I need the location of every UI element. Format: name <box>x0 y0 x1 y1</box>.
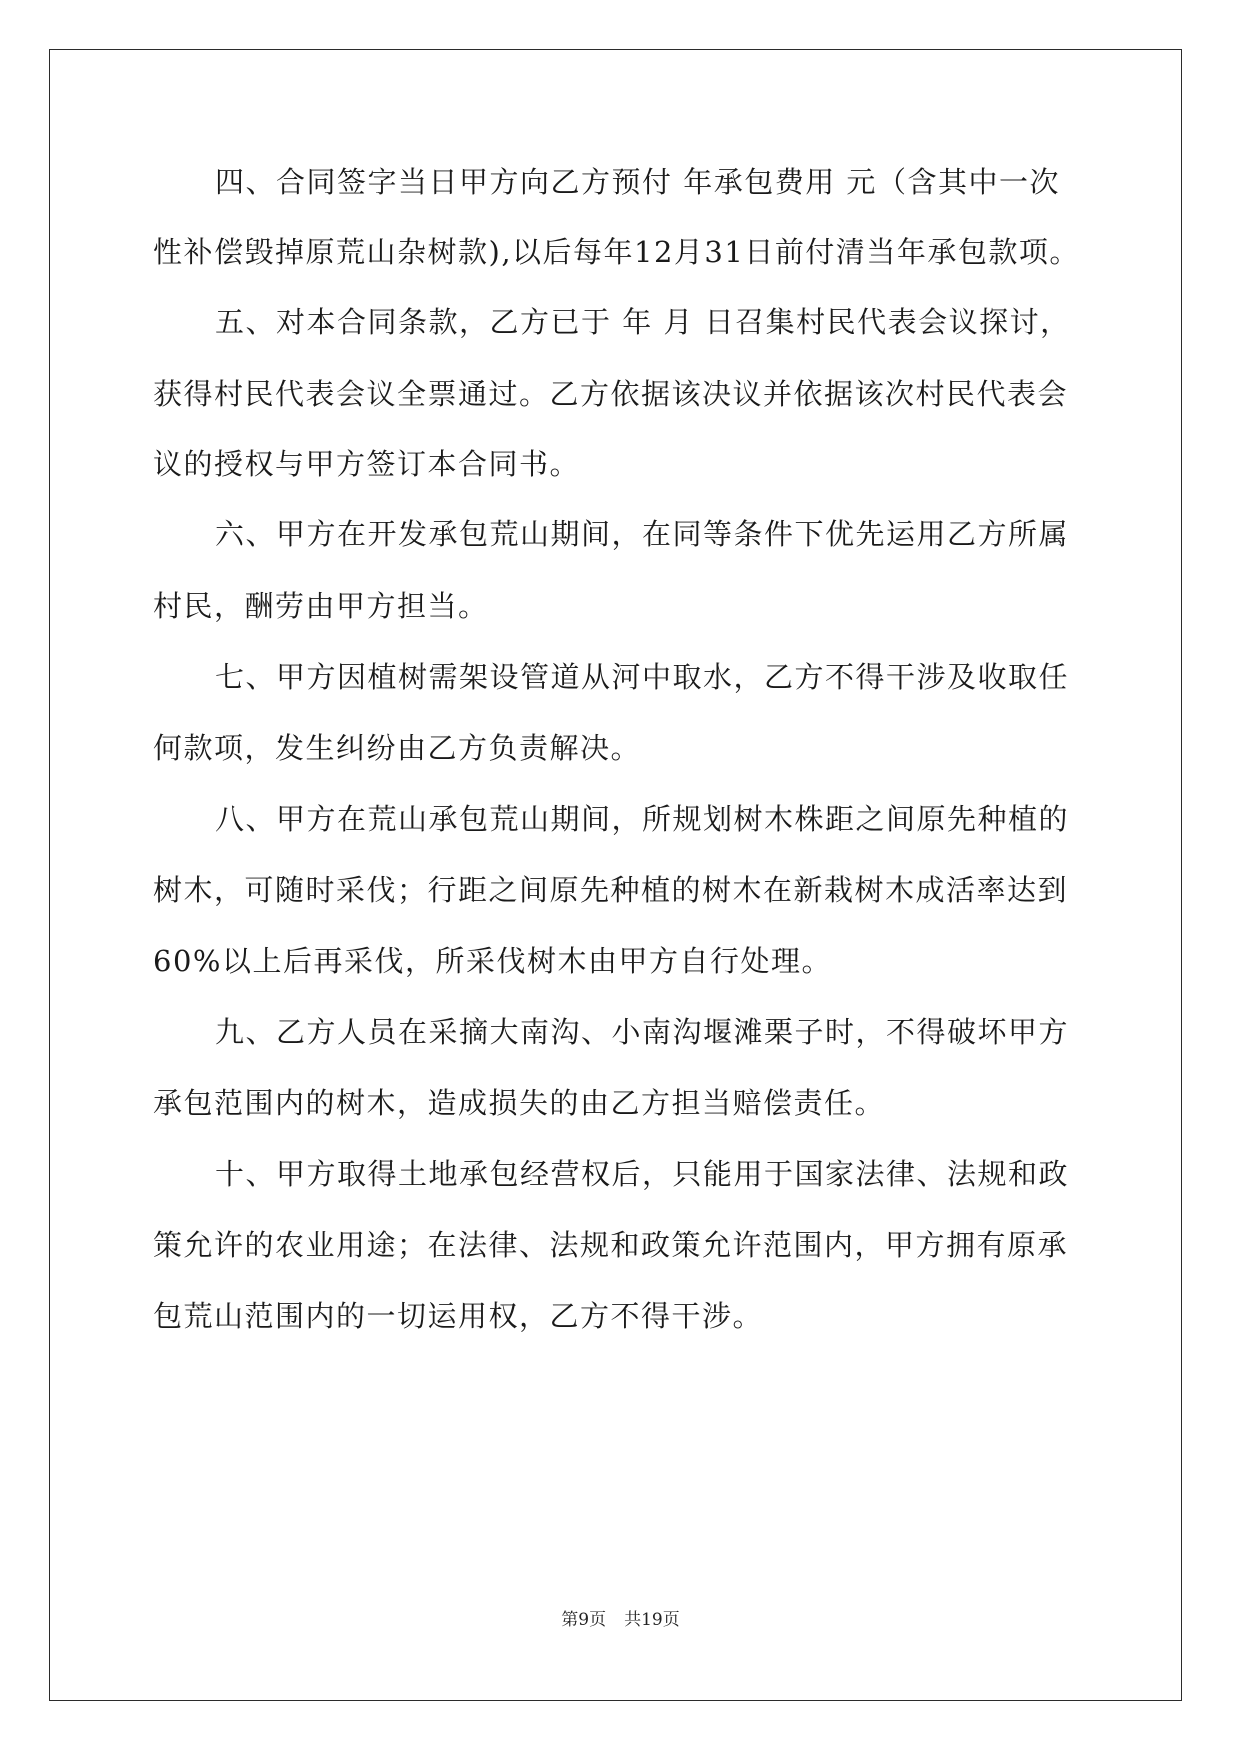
clause-9-line-1: 九、乙方人员在采摘大南沟、小南沟堰滩栗子时，不得破坏甲方 <box>215 1015 1070 1049</box>
clause-7-line-2: 何款项，发生纠纷由乙方负责解决。 <box>153 731 642 765</box>
clause-8-line-2: 树木，可随时采伐；行距之间原先种植的树木在新栽树木成活率达到 <box>153 873 1069 907</box>
clause-8-line-3: 60%以上后再采伐，所采伐树木由甲方自行处理。 <box>153 944 832 978</box>
clause-10-line-1: 十、甲方取得土地承包经营权后，只能用于国家法律、法规和政 <box>215 1157 1070 1191</box>
clause-5-line-2: 获得村民代表会议全票通过。乙方依据该决议并依据该次村民代表会 <box>153 377 1069 411</box>
clause-8-line-1: 八、甲方在荒山承包荒山期间，所规划树木株距之间原先种植的 <box>215 802 1070 836</box>
page-number-current: 第9页 <box>561 1610 607 1630</box>
clause-4-line-1: 四、合同签字当日甲方向乙方预付 年承包费用 元（含其中一次 <box>215 165 1060 199</box>
clause-6-line-1: 六、甲方在开发承包荒山期间，在同等条件下优先运用乙方所属 <box>215 517 1070 551</box>
clause-10-line-2: 策允许的农业用途；在法律、法规和政策允许范围内，甲方拥有原承 <box>153 1228 1069 1262</box>
page-footer <box>0 1609 1241 1631</box>
clause-10-line-3: 包荒山范围内的一切运用权，乙方不得干涉。 <box>153 1299 764 1333</box>
clause-6-line-2: 村民，酬劳由甲方担当。 <box>153 589 489 623</box>
clause-9-line-2: 承包范围内的树木，造成损失的由乙方担当赔偿责任。 <box>153 1086 886 1120</box>
clause-5-line-1: 五、对本合同条款，乙方已于 年 月 日召集村民代表会议探讨， <box>215 305 1071 339</box>
clause-5-line-3: 议的授权与甲方签订本合同书。 <box>153 447 581 481</box>
clause-4-line-2: 性补偿毁掉原荒山杂树款),以后每年12月31日前付清当年承包款项。 <box>153 235 1080 269</box>
page-number-total: 共19页 <box>624 1610 680 1630</box>
clause-7-line-1: 七、甲方因植树需架设管道从河中取水，乙方不得干涉及收取任 <box>215 660 1070 694</box>
